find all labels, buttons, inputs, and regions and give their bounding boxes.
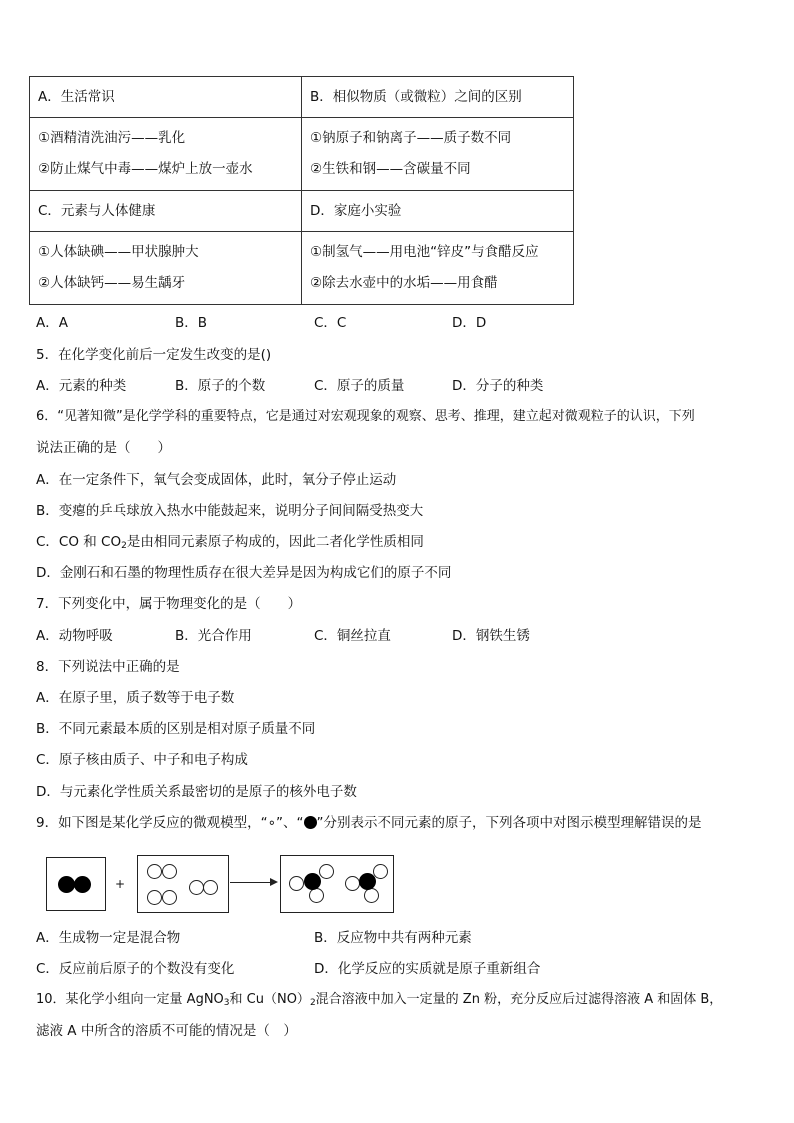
cell-a-title: A．生活常识	[30, 77, 302, 118]
table-row	[30, 77, 574, 118]
q8-option-d: D．与元素化学性质关系最密切的是原子的核外电子数	[36, 784, 357, 800]
table-row	[30, 191, 574, 232]
white-atom-icon	[373, 864, 388, 879]
q7-option-a: A．动物呼吸	[36, 628, 113, 644]
reactant-box-white	[137, 855, 229, 913]
white-atom-icon	[289, 876, 304, 891]
white-atom-icon	[309, 888, 324, 903]
q9-option-d: D．化学反应的实质就是原子重新组合	[314, 961, 541, 977]
reactant-box-black	[46, 857, 106, 911]
product-box	[280, 855, 394, 913]
q4-option-b: B．B	[175, 315, 208, 331]
q4-option-c: C．C	[314, 315, 347, 331]
q7-stem: 7．下列变化中，属于物理变化的是（ ）	[36, 596, 302, 612]
cell-line: ①酒精清洗油污——乳化	[38, 130, 186, 146]
q9-option-a: A．生成物一定是混合物	[36, 930, 181, 946]
black-atom-icon	[304, 816, 317, 829]
q10-stem-line1: 10．某化学小组向一定量 AgNO$_3$和 $Cu(NO)_2$混合溶液中加入一定量的 Zn 粉，充分反应后过滤得溶液 A 和固体 B，	[36, 992, 723, 1008]
q5-option-a: A．元素的种类	[36, 378, 127, 394]
q10-stem-line2: 滤液 A 中所含的溶质不可能的情况是（ ）	[36, 1023, 297, 1039]
white-atom-icon	[147, 864, 162, 879]
comparison-table	[29, 76, 574, 305]
plus-sign: +	[115, 877, 126, 891]
cell-b-title: B．相似物质（或微粒）之间的区别	[302, 77, 574, 118]
black-atom-icon	[359, 873, 376, 890]
q6-option-a: A．在一定条件下，氧气会变成固体，此时，氧分子停止运动	[36, 472, 397, 488]
q9-option-b: B．反应物中共有两种元素	[314, 930, 472, 946]
q8-option-c: C．原子核由质子、中子和电子构成	[36, 752, 248, 768]
reaction-arrow	[230, 882, 272, 883]
q7-option-b: B．光合作用	[175, 628, 252, 644]
cell-line: ②生铁和钢——含碳量不同	[310, 161, 471, 177]
cell-line: ②防止煤气中毒——煤炉上放一壶水	[38, 161, 253, 177]
q9-option-c: C．反应前后原子的个数没有变化	[36, 961, 235, 977]
q9-stem: 9．如下图是某化学反应的微观模型，“∘”、“ ”分别表示不同元素的原子，下列各项中对图示模型理解错误的是	[36, 815, 702, 831]
black-atom-icon	[304, 873, 321, 890]
white-atom-icon	[147, 890, 162, 905]
reaction-diagram	[40, 853, 400, 913]
cell-d-content	[302, 232, 574, 305]
q6-stem-line1: 6．“见著知微”是化学学科的重要特点，它是通过对宏观现象的观察、思考、推理，建立起对微观粒子的认识，下列	[36, 409, 695, 424]
q8-option-b: B．不同元素最本质的区别是相对原子质量不同	[36, 721, 316, 737]
cell-c-content	[30, 232, 302, 305]
q6-stem-line2: 说法正确的是（ ）	[36, 440, 171, 456]
q6-option-b: B．变瘪的乒乓球放入热水中能鼓起来，说明分子间间隔受热变大	[36, 503, 424, 519]
white-atom-icon	[345, 876, 360, 891]
white-atom-icon	[203, 880, 218, 895]
cell-line: ②人体缺钙——易生龋牙	[38, 275, 186, 291]
white-atom-icon	[319, 864, 334, 879]
q5-option-b: B．原子的个数	[175, 378, 266, 394]
white-atom-icon	[364, 888, 379, 903]
cell-c-title: C．元素与人体健康	[30, 191, 302, 232]
q5-option-d: D．分子的种类	[452, 378, 544, 394]
q6-option-d: D．金刚石和石墨的物理性质存在很大差异是因为构成它们的原子不同	[36, 565, 452, 581]
q4-option-a: A．A	[36, 315, 68, 331]
q5-option-c: C．原子的质量	[314, 378, 405, 394]
q6-option-c: C．CO 和 $CO_2$是由相同元素原子构成的，因此二者化学性质相同	[36, 534, 424, 551]
cell-line: ①制氢气——用电池“锌皮”与食醋反应	[310, 244, 539, 260]
cell-d-title: D．家庭小实验	[302, 191, 574, 232]
q8-option-a: A．在原子里，质子数等于电子数	[36, 690, 235, 706]
cell-a-content	[30, 118, 302, 191]
black-atom-icon	[58, 876, 75, 893]
arrow-head-icon	[270, 878, 278, 886]
black-atom-icon	[74, 876, 91, 893]
white-atom-icon	[162, 864, 177, 879]
cell-line: ②除去水壶中的水垢——用食醋	[310, 275, 498, 291]
q7-option-c: C．铜丝拉直	[314, 628, 391, 644]
cell-line: ①钠原子和钠离子——质子数不同	[310, 130, 512, 146]
cell-line: ①人体缺碘——甲状腺肿大	[38, 244, 199, 260]
cell-b-content	[302, 118, 574, 191]
table-row	[30, 118, 574, 191]
white-atom-icon	[162, 890, 177, 905]
q7-option-d: D．钢铁生锈	[452, 628, 530, 644]
q4-option-d: D．D	[452, 315, 487, 331]
q8-stem: 8．下列说法中正确的是	[36, 659, 180, 675]
white-atom-icon	[189, 880, 204, 895]
table-row	[30, 232, 574, 305]
q5-stem: 5．在化学变化前后一定发生改变的是()	[36, 347, 272, 363]
